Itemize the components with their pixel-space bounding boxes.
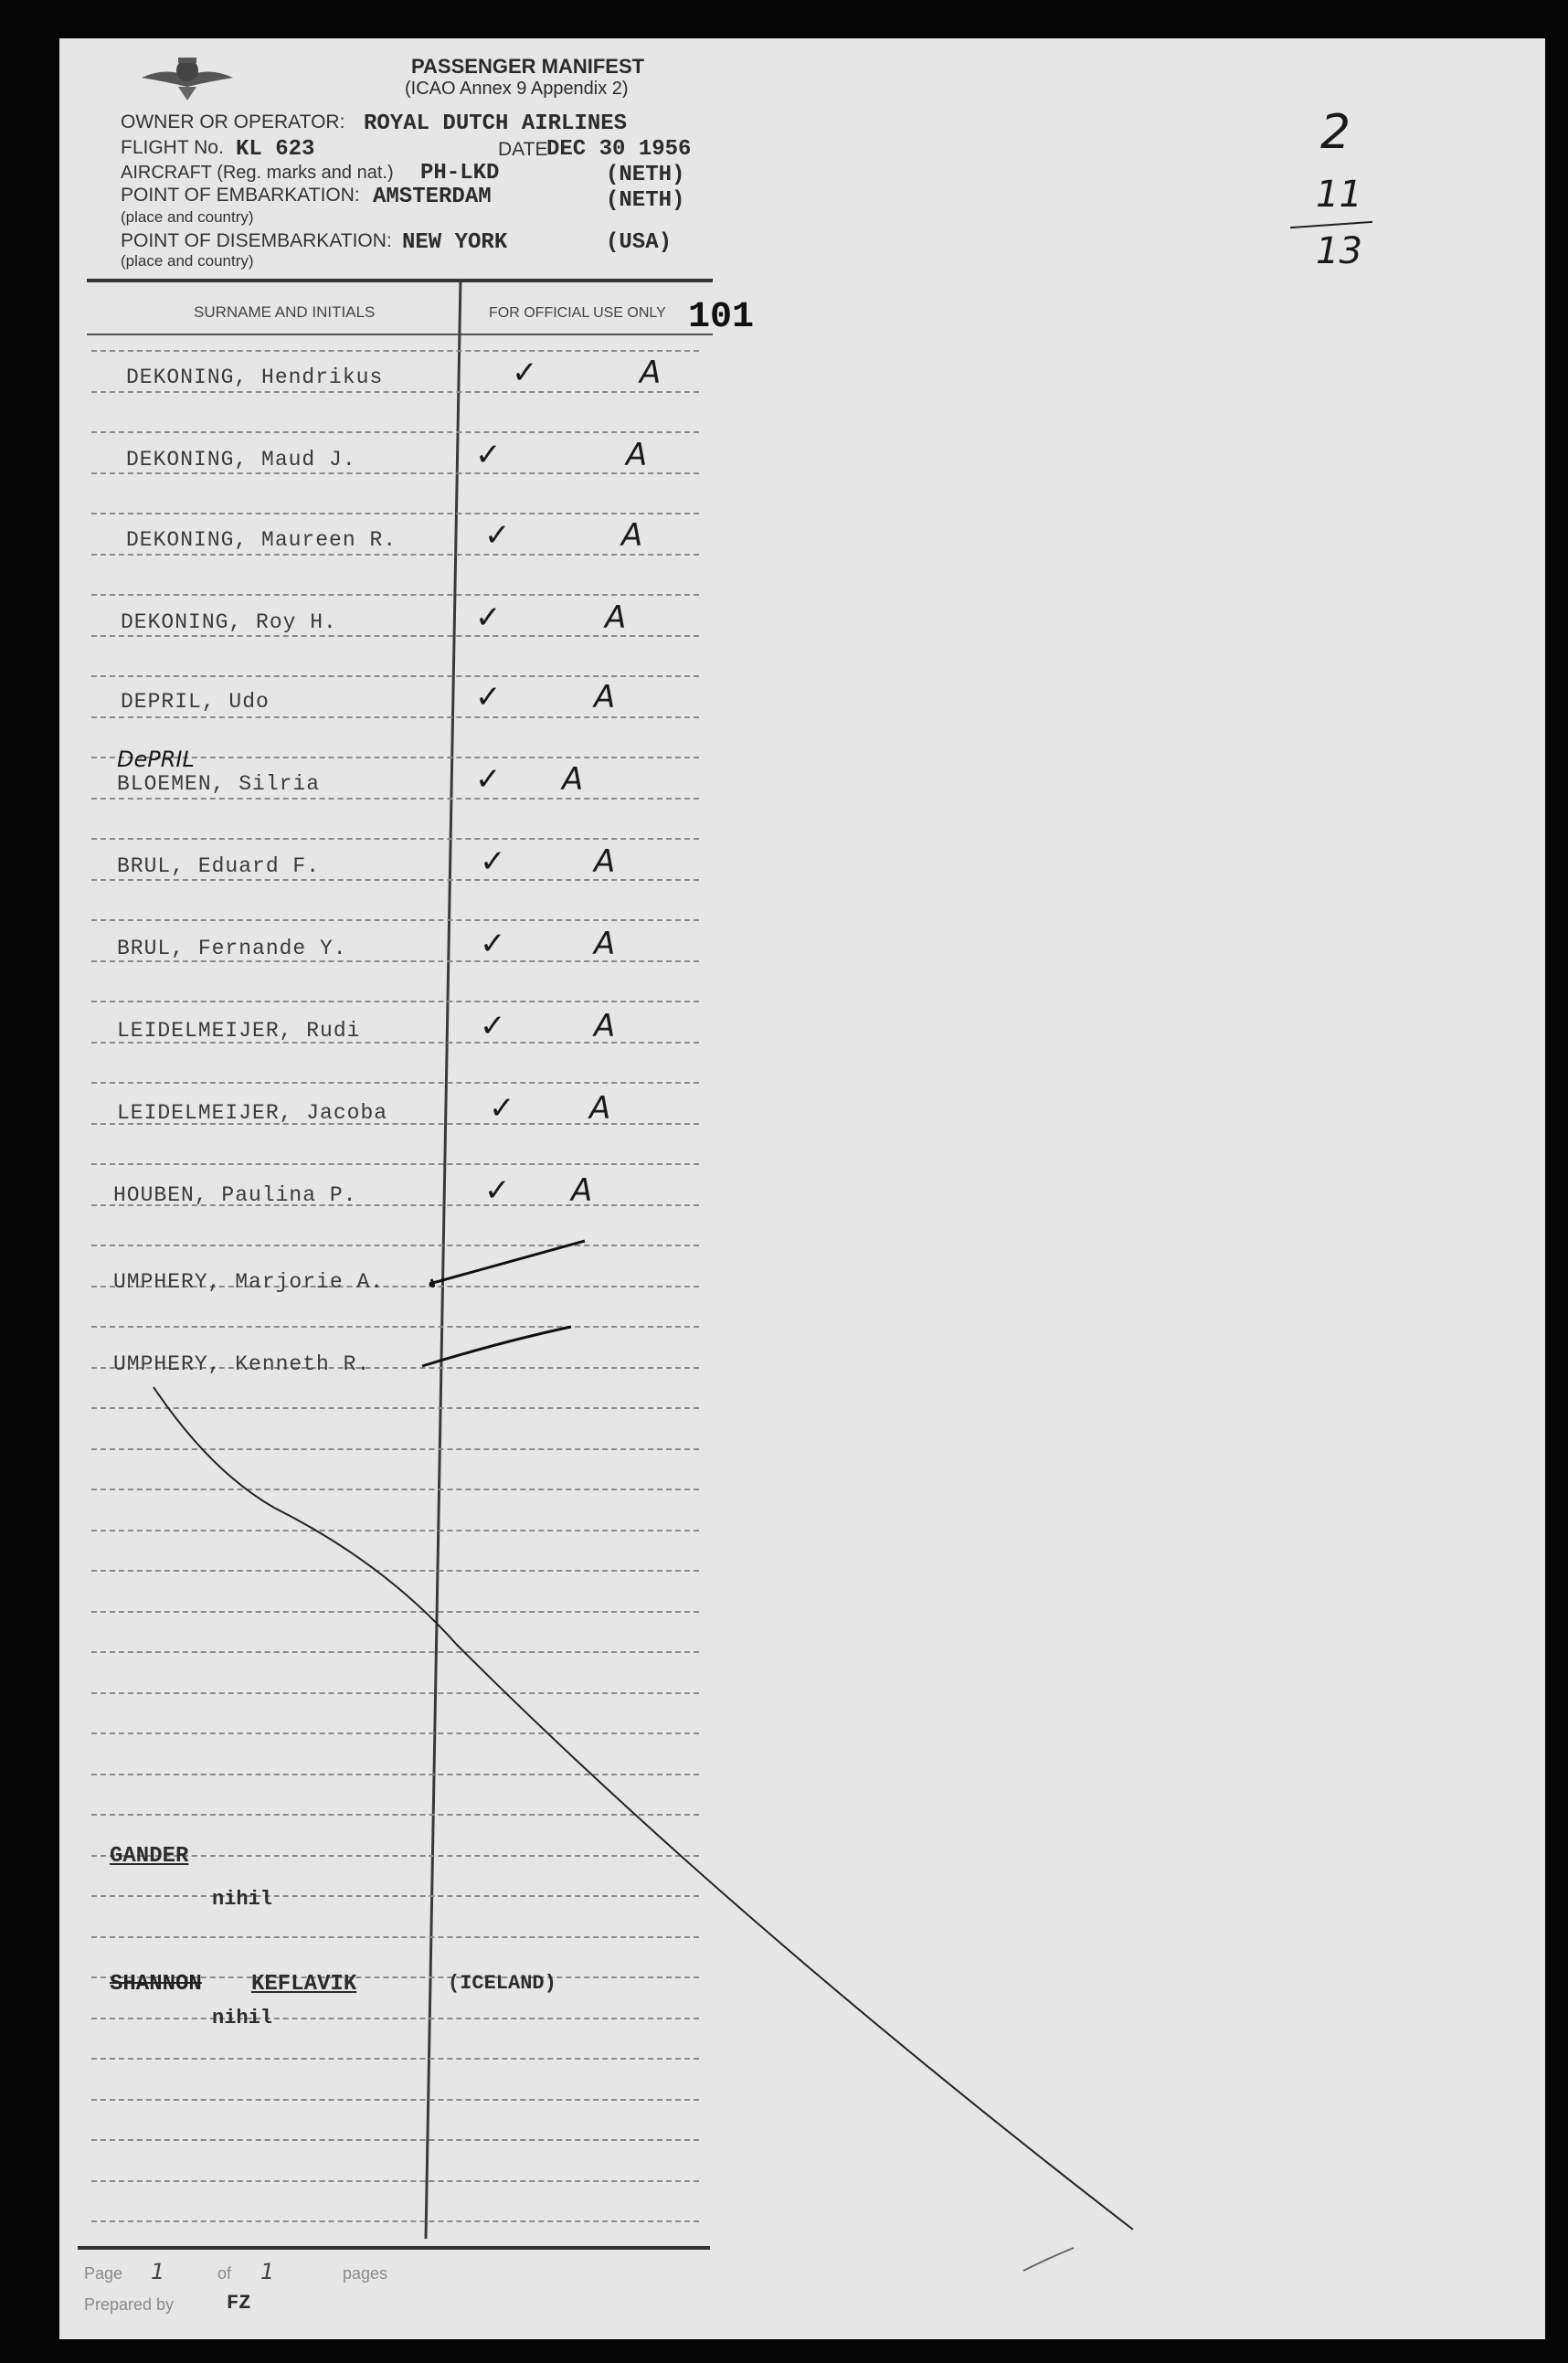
handwritten-annotation: DePRIL [117, 747, 195, 772]
status-code: A [562, 761, 584, 798]
flight-value: KL 623 [236, 137, 315, 162]
margin-fraction-numerator: 11 [1316, 174, 1362, 216]
prepared-by-label: Prepared by [84, 2295, 175, 2314]
check-mark: ✓ [480, 843, 506, 880]
check-mark: ✓ [480, 926, 506, 962]
passenger-name: UMPHERY, Kenneth R. [113, 1352, 371, 1376]
status-code: A [640, 355, 662, 391]
page-number: 1 [151, 2259, 165, 2284]
aircraft-nationality: (NETH) [606, 163, 685, 187]
passenger-name: DEKONING, Maud J. [126, 448, 356, 472]
status-code: A [594, 1008, 616, 1044]
status-code: A [594, 926, 616, 962]
table-bottom-rule [78, 2246, 710, 2250]
status-code: A [594, 843, 616, 880]
iceland-label: (ICELAND) [448, 1972, 556, 1995]
margin-note-top: 2 [1320, 105, 1351, 160]
shannon-label: SHANNON [110, 1972, 202, 1997]
check-mark: ✓ [475, 679, 502, 715]
of-label: of [217, 2264, 232, 2283]
gander-nihil: nihil [212, 1888, 273, 1911]
check-mark: ✓ [475, 599, 502, 636]
passenger-name: DEKONING, Hendrikus [126, 366, 384, 389]
date-value: DEC 30 1956 [546, 137, 692, 162]
date-label: DATE [498, 139, 548, 160]
owner-value: ROYAL DUTCH AIRLINES [364, 111, 628, 136]
pages-label: pages [343, 2264, 388, 2283]
status-code: A [571, 1172, 593, 1209]
owner-label: OWNER OR OPERATOR: [121, 111, 345, 132]
cross-out-line [154, 1387, 1133, 2230]
official-number: 101 [688, 297, 755, 338]
check-mark: ✓ [484, 1172, 511, 1209]
check-mark: ✓ [484, 517, 511, 554]
aircraft-value: PH-LKD [420, 161, 500, 185]
margin-fraction-denominator: 13 [1316, 230, 1362, 272]
status-code: A [621, 517, 643, 554]
check-mark: ✓ [512, 355, 538, 391]
keflavik-nihil: nihil [212, 2007, 273, 2029]
manifest-title: PASSENGER MANIFEST [411, 55, 645, 78]
col-surname-header: SURNAME AND INITIALS [194, 303, 376, 321]
check-mark: ✓ [475, 437, 502, 473]
embarkation-nationality: (NETH) [606, 188, 685, 213]
passenger-name: DEKONING, Roy H. [121, 610, 337, 634]
disembarkation-label: POINT OF DISEMBARKATION: [121, 230, 392, 251]
status-code: A [626, 437, 648, 473]
passenger-name: DEPRIL, Udo [121, 690, 270, 714]
aircraft-label: AIRCRAFT (Reg. marks and nat.) [121, 163, 394, 183]
manifest-subtitle: (ICAO Annex 9 Appendix 2) [405, 79, 629, 99]
embarkation-value: AMSTERDAM [373, 185, 492, 209]
umphery-check-stroke-1 [429, 1241, 585, 1284]
passenger-name: LEIDELMEIJER, Rudi [117, 1019, 361, 1043]
status-code: A [594, 679, 616, 715]
passenger-name: UMPHERY, Marjorie A. [113, 1270, 385, 1294]
page-label: Page [84, 2264, 123, 2283]
disembarkation-nationality: (USA) [606, 230, 673, 255]
passenger-name: BRUL, Eduard F. [117, 854, 321, 878]
col-official-header: FOR OFFICIAL USE ONLY [489, 305, 666, 321]
disembarkation-place-note: (place and country) [121, 252, 254, 270]
prepared-by-value: FZ [227, 2292, 251, 2315]
flight-label: FLIGHT No. [121, 137, 224, 158]
gander-label: GANDER [110, 1844, 189, 1869]
check-mark: ✓ [475, 761, 502, 798]
passenger-name: BLOEMEN, Silria [117, 772, 321, 796]
umphery-check-stroke-2 [422, 1327, 571, 1366]
check-mark: ✓ [489, 1090, 515, 1127]
passenger-name: BRUL, Fernande Y. [117, 937, 347, 960]
status-code: A [589, 1090, 611, 1127]
passenger-name: DEKONING, Maureen R. [126, 528, 397, 552]
disembarkation-value: NEW YORK [402, 230, 508, 255]
passenger-name: HOUBEN, Paulina P. [113, 1183, 357, 1207]
embarkation-label: POINT OF EMBARKATION: [121, 185, 360, 206]
status-code: A [605, 599, 627, 636]
check-mark: ✓ [480, 1008, 506, 1044]
embarkation-place-note: (place and country) [121, 208, 254, 226]
keflavik-label: KEFLAVIK [251, 1972, 357, 1997]
passenger-name: LEIDELMEIJER, Jacoba [117, 1101, 388, 1125]
page-total: 1 [260, 2259, 275, 2284]
